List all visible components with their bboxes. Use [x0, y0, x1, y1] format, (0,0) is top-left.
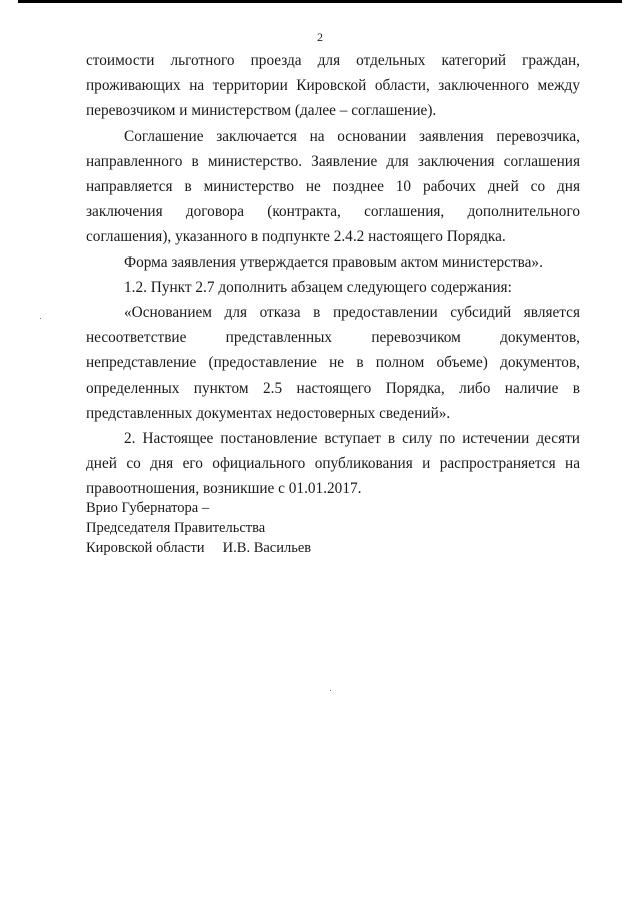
signature-block [86, 498, 311, 558]
paragraph-entry-into-force: 2. Настоящее постановление вступает в силу по истечении десяти дней со дня его официального опубликования и распространяется на правоотношения, возникшие с 01.01.2017. [86, 430, 580, 498]
paragraph-continuation: стоимости льготного проезда для отдельных категорий граждан, проживающих на территории Кировской области, заключенного между перевозчиком и министерством (далее – соглашение). [86, 52, 580, 120]
signatory-organization: Кировской области [86, 540, 205, 556]
signatory-title-line-3 [86, 538, 311, 558]
paragraph-refusal-grounds: «Основанием для отказа в предоставлении субсидий является несоответствие представленных перевозчиком документов, непредставление (предоставление не в полном объеме) документов, определенных пунктом 2.5 настоящего Порядка, либо наличие в представленных документах недостоверных сведений». [86, 304, 580, 422]
paragraph-agreement: Соглашение заключается на основании заявления перевозчика, направленного в министерство. Заявление для заключения соглашения направляется в министерство не позднее 10 рабочих дней со дня заключения договора (контракта, соглашения, дополнительного соглашения), указанного в подпункте 2.4.2 настоящего Порядка. [86, 127, 580, 246]
scan-speck [40, 318, 41, 319]
signatory-title-line-1: Врио Губернатора – [86, 500, 210, 516]
signatory-title-line-2: Председателя Правительства [86, 520, 266, 536]
signatory-name: И.В. Васильев [222, 540, 312, 556]
scan-speck [330, 690, 331, 691]
top-border-line [18, 0, 622, 3]
paragraph-clause-1-2: 1.2. Пункт 2.7 дополнить абзацем следующего содержания: [124, 278, 512, 296]
page-number: 2 [317, 30, 323, 44]
document-body [86, 48, 580, 502]
paragraph-application-form: Форма заявления утверждается правовым актом министерства». [124, 253, 543, 271]
